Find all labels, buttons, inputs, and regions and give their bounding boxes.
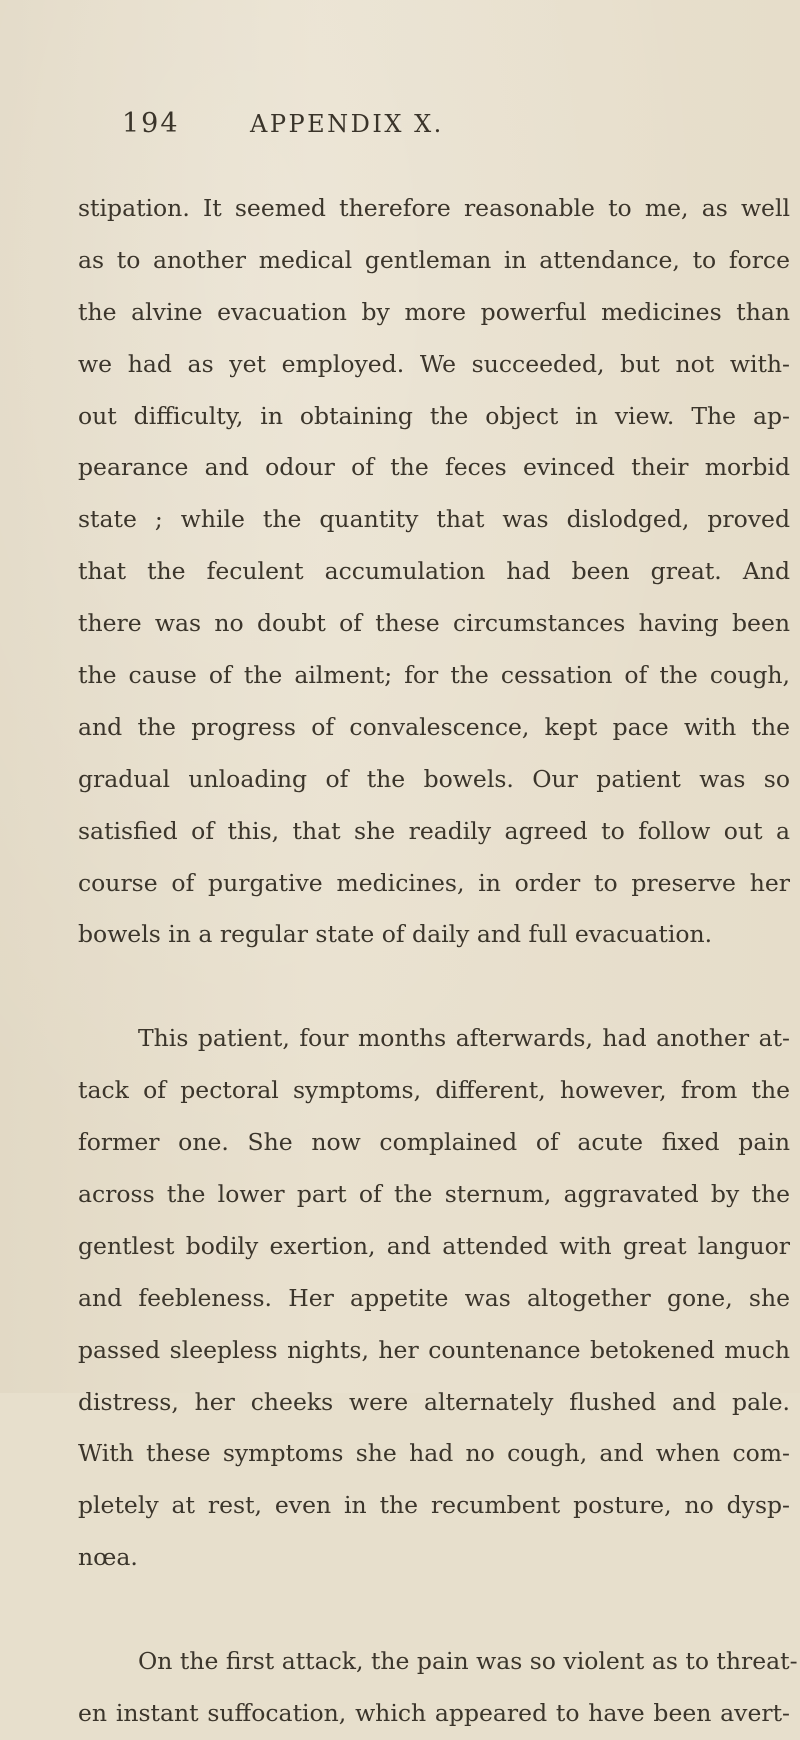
text-line: there was no doubt of these circumstances having been: [78, 609, 790, 638]
running-head: APPENDIX X.: [250, 110, 444, 138]
text-line: With these symptoms she had no cough, and when com-: [78, 1439, 790, 1468]
text-line: nœa.: [78, 1543, 138, 1572]
text-line: On the first attack, the pain was so violent as to threat-: [138, 1647, 798, 1676]
text-line: pearance and odour of the feces evinced their morbid: [78, 453, 790, 482]
text-line: gentlest bodily exertion, and attended with great languor: [78, 1231, 790, 1260]
text-line: passed sleepless nights, her countenance betokened much: [78, 1335, 790, 1364]
text-line: former one. She now complained of acute fixed pain: [78, 1128, 790, 1157]
text-line: we had as yet employed. We succeeded, but not with-: [78, 349, 790, 378]
text-line: and feebleness. Her appetite was altogether gone, she: [78, 1283, 790, 1312]
text-line: pletely at rest, even in the recumbent posture, no dysp-: [78, 1491, 790, 1520]
paragraph-1: [78, 183, 790, 961]
text-line: tack of pectoral symptoms, different, however, from the: [78, 1076, 790, 1105]
text-line: the alvine evacuation by more powerful medicines than: [78, 297, 790, 326]
text-line: bowels in a regular state of daily and full evacuation.: [78, 920, 713, 949]
paragraph-gap: [78, 1584, 790, 1636]
page-header: [122, 108, 682, 144]
text-line: the cause of the ailment; for the cessation of the cough,: [78, 661, 790, 690]
text-line: out difficulty, in obtaining the object in view. The ap-: [78, 401, 790, 430]
paragraph-3: [78, 1636, 798, 1740]
paragraph-2: [78, 1013, 790, 1584]
text-line: course of purgative medicines, in order to preserve her: [78, 868, 790, 897]
text-line: across the lower part of the sternum, aggravated by the: [78, 1180, 790, 1209]
text-line: that the feculent accumulation had been great. And: [78, 557, 790, 586]
text-line: distress, her cheeks were alternately flushed and pale.: [78, 1387, 790, 1416]
text-line: en instant suffocation, which appeared to have been avert-: [78, 1699, 790, 1728]
text-line: gradual unloading of the bowels. Our patient was so: [78, 764, 790, 793]
text-line: satisfied of this, that she readily agreed to follow out a: [78, 816, 790, 845]
text-line: This patient, four months afterwards, had another at-: [138, 1024, 790, 1053]
body-text: [78, 183, 798, 1740]
paragraph-gap: [78, 961, 790, 1013]
text-line: as to another medical gentleman in attendance, to force: [78, 245, 790, 274]
text-line: and the progress of convalescence, kept pace with the: [78, 712, 790, 741]
page-number: 194: [122, 108, 180, 139]
text-line: stipation. It seemed therefore reasonable to me, as well: [78, 194, 790, 222]
text-line: state ; while the quantity that was dislodged, proved: [78, 505, 790, 534]
